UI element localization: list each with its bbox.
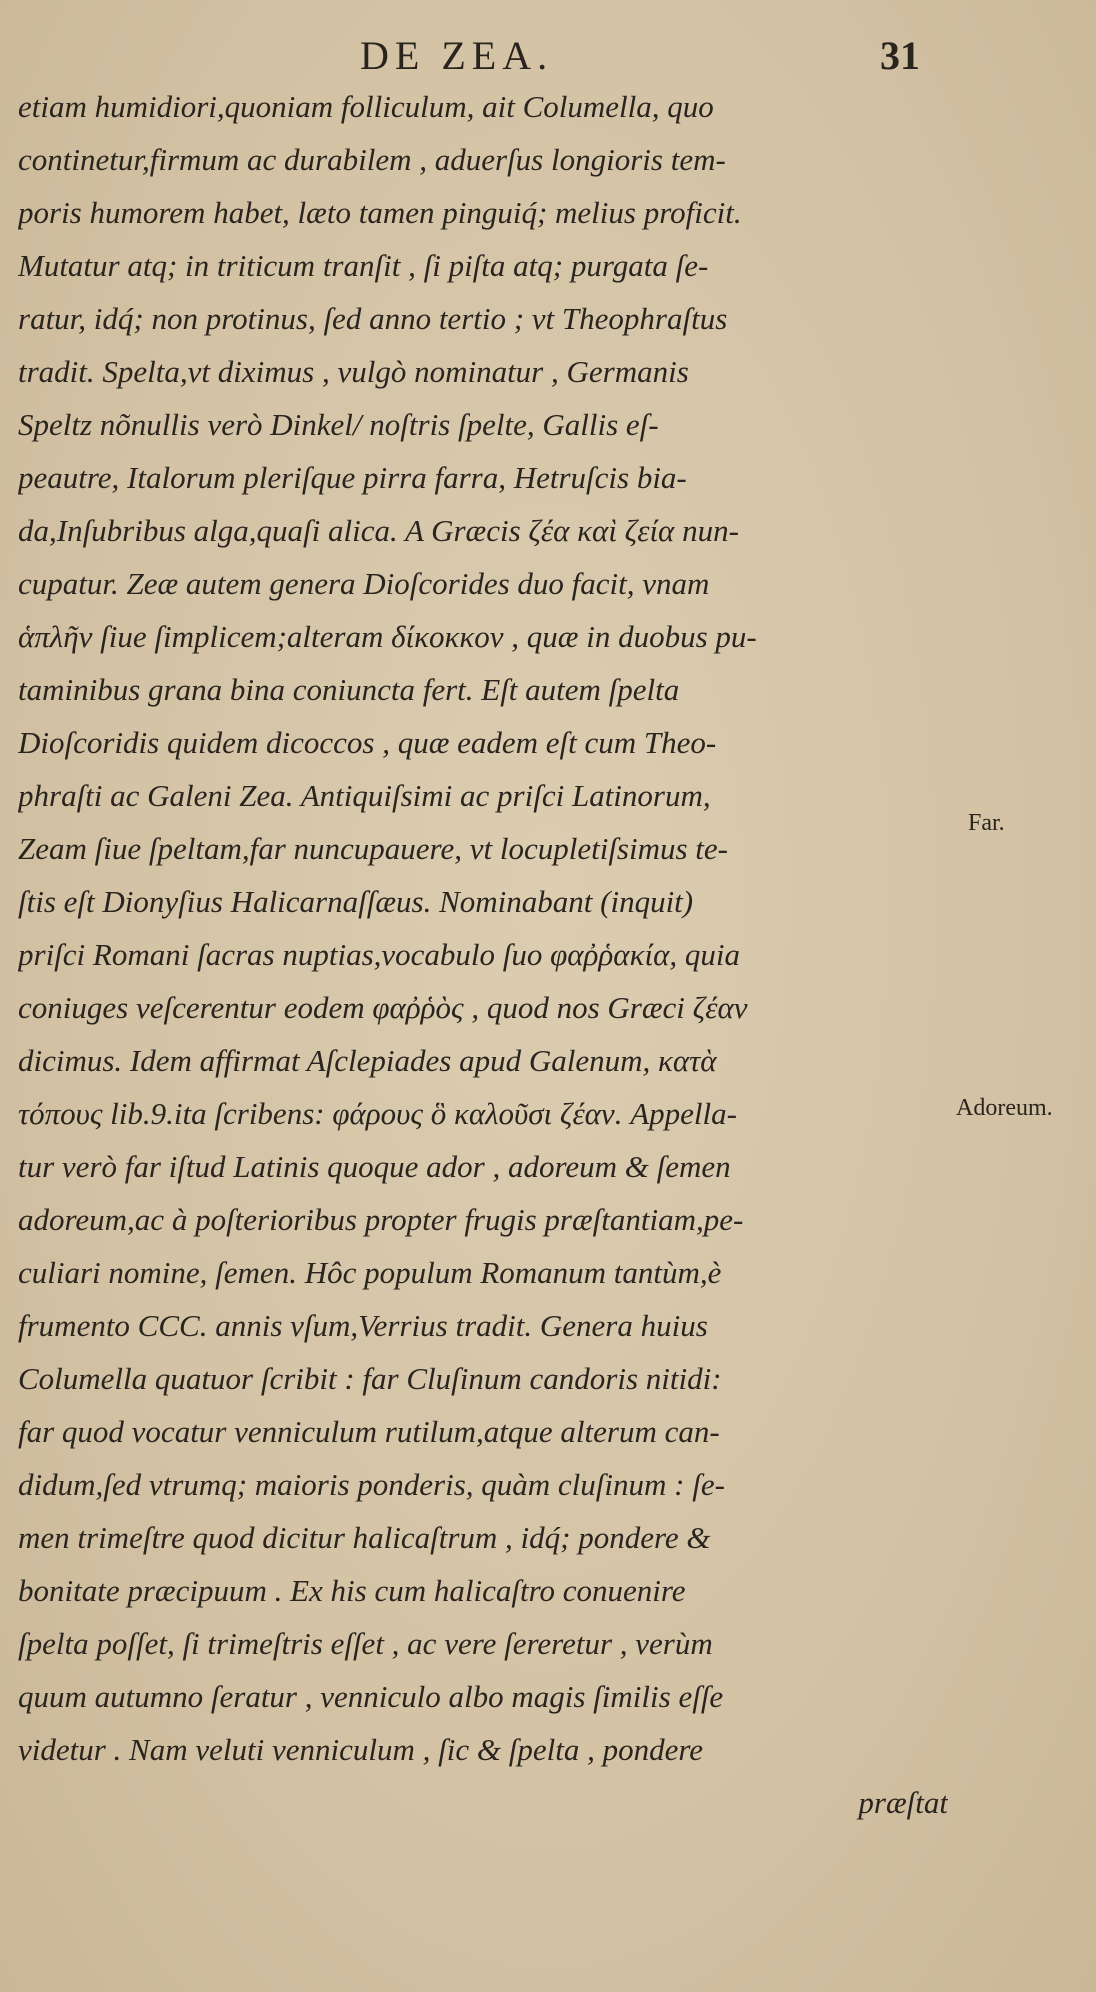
text-line: ſpelta poſſet, ſi trimeſtris eſſet , ac vere ſereretur , verùm: [18, 1626, 713, 1661]
marginal-note-far: Far.: [968, 810, 1005, 836]
text-line: τόπους lib.9.ita ſcribens: φάρους ὃ καλοῦσι ζέαν. Appella-: [18, 1096, 737, 1131]
text-line: cupatur. Zeæ autem genera Dioſcorides duo facit, vnam: [18, 566, 710, 601]
running-title: DE ZEA.: [360, 33, 554, 78]
text-line: da,Inſubribus alga,quaſi alica. A Græcis ζέα καὶ ζεία nun-: [18, 513, 739, 548]
text-line: Speltz nõnullis verò Dinkel/ noſtris ſpelte, Gallis eſ-: [18, 407, 659, 442]
text-line: Zeam ſiue ſpeltam,far nuncupauere, vt locupletiſsimus te-: [18, 831, 729, 866]
text-line: videtur . Nam veluti venniculum , ſic & ſpelta , pondere: [18, 1732, 703, 1767]
text-line: quum autumno ſeratur , venniculo albo magis ſimilis eſſe: [18, 1679, 724, 1714]
text-line: etiam humidiori,quoniam folliculum, ait Columella, quo: [18, 89, 714, 124]
text-line: peautre, Italorum pleriſque pirra farra, Hetruſcis bia-: [18, 460, 687, 495]
text-line: ſtis eſt Dionyſius Halicarnaſſæus. Nominabant (inquit): [18, 884, 694, 919]
text-line: culiari nomine, ſemen. Hôc populum Romanum tantùm,è: [18, 1255, 722, 1290]
text-line: coniuges veſcerentur eodem φαῤῥὸς , quod nos Græci ζέαν: [18, 990, 748, 1025]
text-line: dicimus. Idem affirmat Aſclepiades apud Galenum, κατὰ: [18, 1043, 717, 1078]
text-line: phraſti ac Galeni Zea. Antiquiſsimi ac priſci Latinorum,: [18, 778, 711, 813]
page-header: [0, 32, 1096, 82]
catchword: præſtat: [858, 1785, 948, 1820]
body-text: [18, 80, 948, 1829]
text-line: Mutatur atq; in triticum tranſit , ſi piſta atq; purgata ſe-: [18, 248, 709, 283]
text-line: bonitate præcipuum . Ex his cum halicaſtro conuenire: [18, 1573, 686, 1608]
text-line: poris humorem habet, læto tamen pinguiq́; melius proficit.: [18, 195, 742, 230]
text-line: ἁπλῆν ſiue ſimplicem;alteram δίκοκκον , quæ in duobus pu-: [18, 619, 757, 654]
marginal-note-adoreum: Adoreum.: [956, 1095, 1053, 1121]
text-line: continetur,firmum ac durabilem , aduerſus longioris tem-: [18, 142, 726, 177]
text-line: far quod vocatur venniculum rutilum,atque alterum can-: [18, 1414, 720, 1449]
text-line: Columella quatuor ſcribit : far Cluſinum candoris nitidi:: [18, 1361, 722, 1396]
text-line: taminibus grana bina coniuncta fert. Eſt autem ſpelta: [18, 672, 680, 707]
text-line: didum,ſed vtrumq; maioris ponderis, quàm cluſinum : ſe-: [18, 1467, 725, 1502]
text-line: tur verò far iſtud Latinis quoque ador , adoreum & ſemen: [18, 1149, 731, 1184]
text-line: frumento CCC. annis vſum,Verrius tradit. Genera huius: [18, 1308, 708, 1343]
text-line: men trimeſtre quod dicitur halicaſtrum , idq́; pondere &: [18, 1520, 711, 1555]
text-line: ratur, idq́; non protinus, ſed anno tertio ; vt Theophraſtus: [18, 301, 728, 336]
page-number: 31: [880, 33, 920, 78]
text-line: priſci Romani ſacras nuptias,vocabulo ſuo φαῤῥακία, quia: [18, 937, 740, 972]
text-line: Dioſcoridis quidem dicoccos , quæ eadem eſt cum Theo-: [18, 725, 717, 760]
text-line: adoreum,ac à poſterioribus propter frugis præſtantiam,pe-: [18, 1202, 744, 1237]
text-line: tradit. Spelta,vt diximus , vulgò nominatur , Germanis: [18, 354, 689, 389]
